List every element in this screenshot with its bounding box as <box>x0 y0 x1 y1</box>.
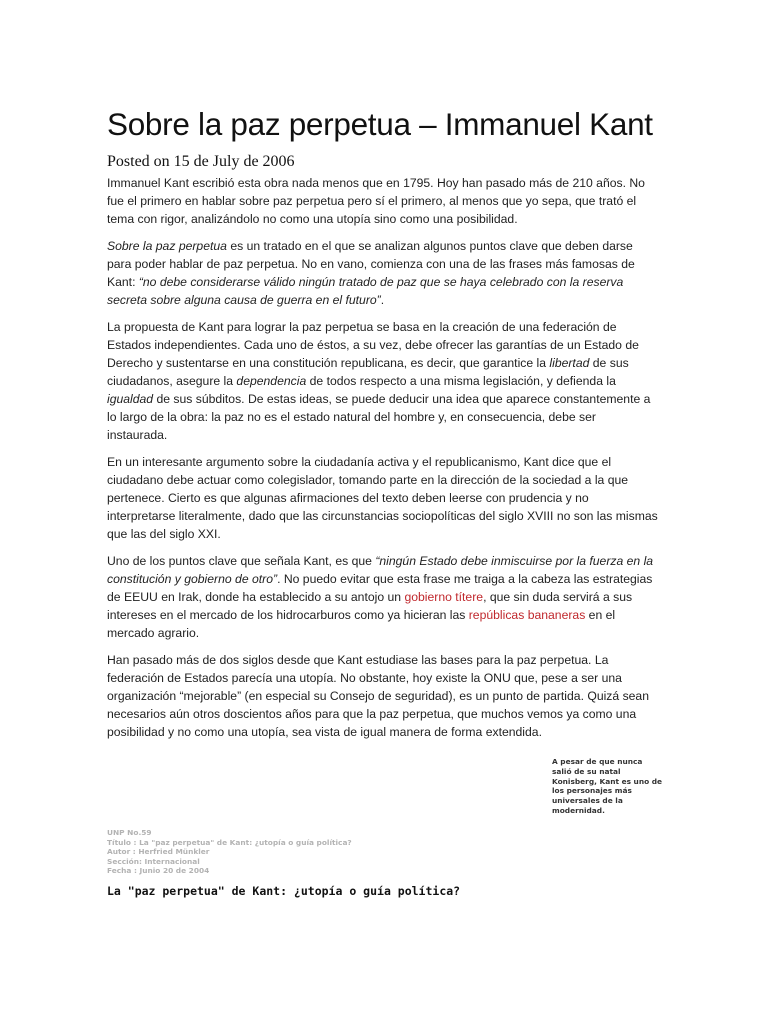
paragraph-3: La propuesta de Kant para lograr la paz perpetua se basa en la creación de una federación de Estados independientes. Cada uno de éstos, a su vez, debe ofrecer las garantías de un Estado de Derecho y sustentarse en una constitución republicana, es decir, que garantice la libertad de sus ciudadanos, asegure la dependencia de todos respecto a una misma legislación, y defienda la igualdad de sus súbditos. De estas ideas, se puede deducir una idea que aparece constantemente a lo largo de la obra: la paz no es el estado natural del hombre y, en consecuencia, debe ser instaurada. <box>107 320 651 442</box>
meta-title: Título : La "paz perpetua" de Kant: ¿utopía o guía política? <box>107 837 352 847</box>
paragraph-5: Uno de los puntos clave que señala Kant, es que “ningún Estado debe inmiscuirse por la fuerza en la constitución y gobierno de otro”. No puedo evitar que esta frase me traiga a la cabeza las estrategias de EEUU en Irak, donde ha establecido a su antojo un gobierno títere, que sin duda servirá a sus intereses en el mercado de los hidrocarburos como ya hicieran las repúblicas bananeras en el mercado agrario. <box>107 554 654 640</box>
emphasis-dependencia: dependencia <box>236 374 307 388</box>
book-title-emphasis: Sobre la paz perpetua <box>107 239 227 253</box>
article-metadata <box>107 828 352 876</box>
image-caption: A pesar de que nunca salió de su natal Konisberg, Kant es uno de los personajes más universales de la modernidad. <box>552 757 663 815</box>
link-gobierno-titere[interactable]: gobierno títere <box>404 590 484 604</box>
kant-quote-2: “ningún Estado debe inmiscuirse por la fuerza en la constitución y gobierno de otro” <box>107 554 654 586</box>
meta-issue: UNP No.59 <box>107 828 152 837</box>
meta-section: Sección: Internacional <box>107 856 200 866</box>
link-republicas-bananeras[interactable]: repúblicas bananeras <box>468 608 586 622</box>
emphasis-igualdad: igualdad <box>107 392 154 406</box>
paragraph-2: Sobre la paz perpetua es un tratado en el que se analizan algunos puntos clave que deben darse para poder hablar de paz perpetua. No en vano, comienza con una de las frases más famosas de Kant: “no debe considerarse válido ningún tratado de paz que se haya celebrado con la reserva secreta sobre alguna causa de guerra en el futuro”. <box>107 239 635 307</box>
emphasis-libertad: libertad <box>549 356 590 370</box>
paragraph-4: En un interesante argumento sobre la ciudadanía activa y el republicanismo, Kant dice que el ciudadano debe actuar como colegislador, tomando parte en la dirección de la sociedad a la que pertenece. Cierto es que algunas afirmaciones del texto deben leerse con prudencia y no interpretarse literalmente, dado que las circunstancias sociopolíticas del siglo XVIII no son las mismas que las del siglo XXI. <box>107 455 658 541</box>
article-title: La "paz perpetua" de Kant: ¿utopía o guía política? <box>107 884 461 898</box>
kant-quote: “no debe considerarse válido ningún tratado de paz que se haya celebrado con la reserva secreta sobre alguna causa de guerra en el futuro” <box>107 275 624 307</box>
post-date: Posted on 15 de July de 2006 <box>107 153 295 170</box>
post-title: Sobre la paz perpetua – Immanuel Kant <box>107 106 653 142</box>
meta-author: Autor : Herfried Münkler <box>107 847 210 857</box>
paragraph-1: Immanuel Kant escribió esta obra nada menos que en 1795. Hoy han pasado más de 210 años. No fue el primero en hablar sobre paz perpetua pero sí el primero, al menos que yo sepa, que trató el tema con rigor, analizándolo no como una utopía sino como una posibilidad. <box>107 176 645 226</box>
paragraph-6: Han pasado más de dos siglos desde que Kant estudiase las bases para la paz perpetua. La federación de Estados parecía una utopía. No obstante, hoy existe la ONU que, pese a ser una organización “mejorable” (en especial su Consejo de seguridad), es un punto de partida. Quizá sean necesarios aún otros doscientos años para que la paz perpetua, que muchos vemos ya como una posibilidad y no como una utopía, sea vista de igual manera de forma extendida. <box>107 653 649 739</box>
meta-date: Fecha : Junio 20 de 2004 <box>107 866 210 876</box>
post-body <box>107 174 659 750</box>
